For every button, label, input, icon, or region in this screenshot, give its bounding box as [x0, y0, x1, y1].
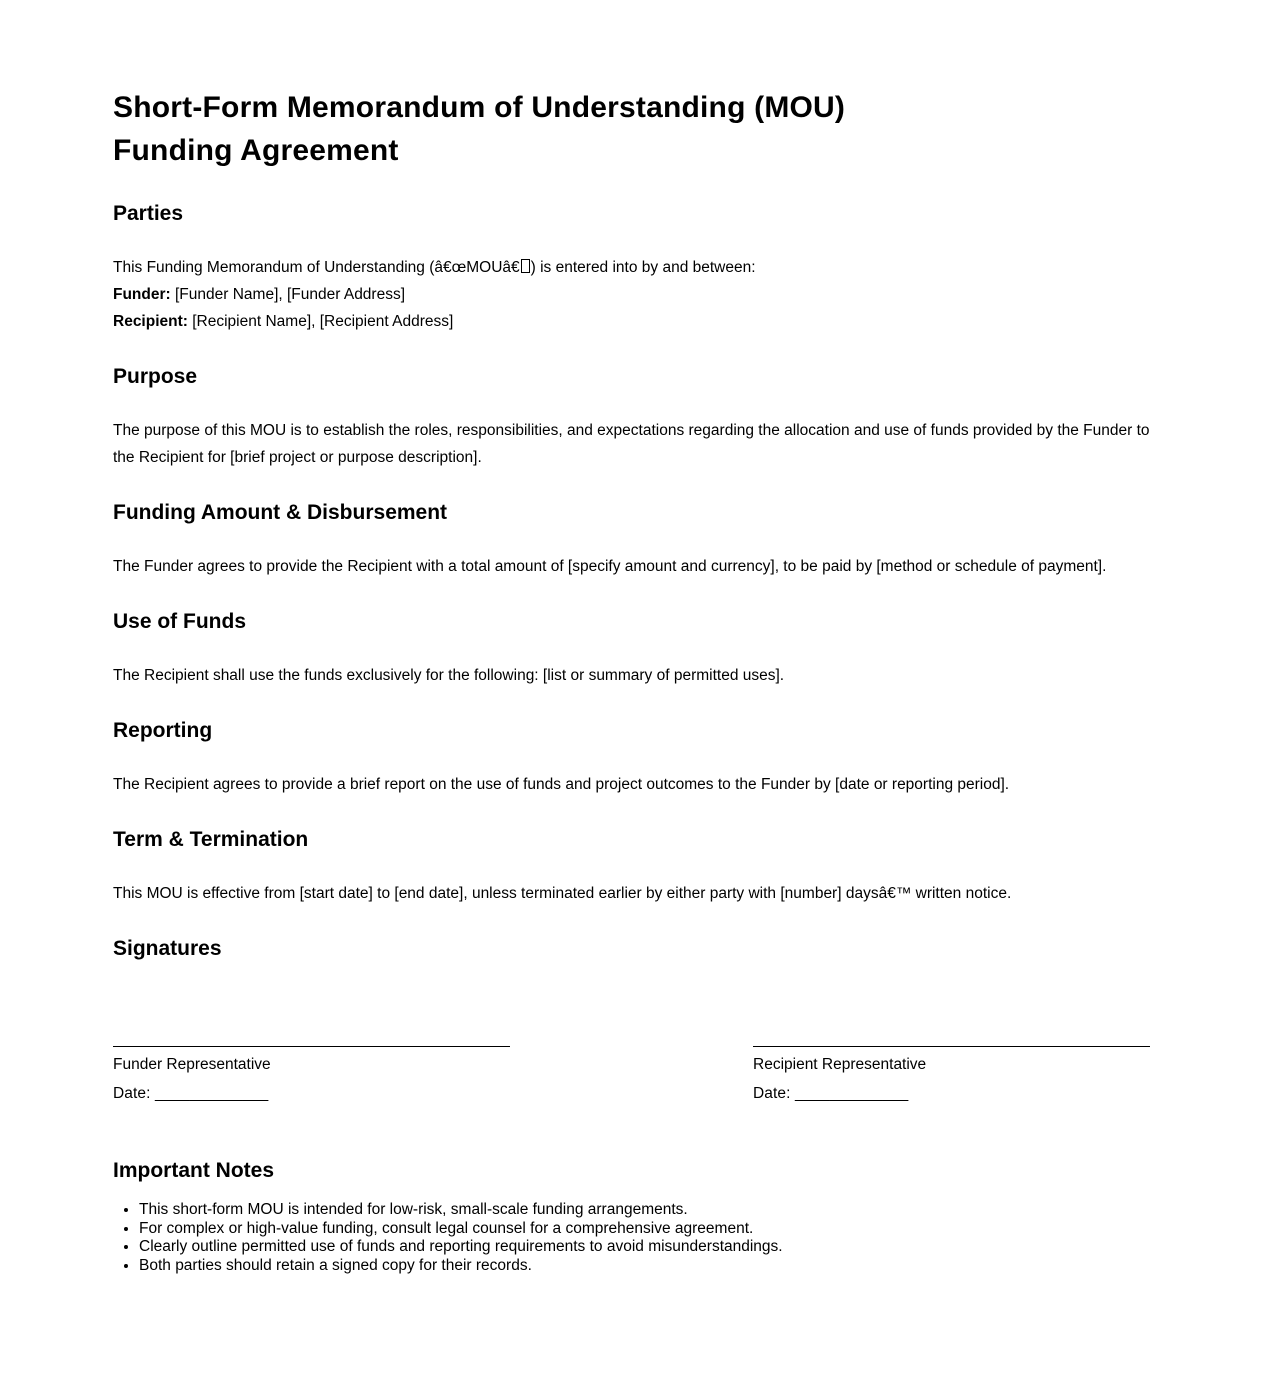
funder-signature-role: Funder Representative	[113, 1056, 271, 1073]
section-heading-purpose: Purpose	[113, 365, 198, 388]
recipient-date-line	[753, 1084, 1150, 1104]
section-heading-important-notes: Important Notes	[113, 1159, 275, 1182]
recipient-signature-role: Recipient Representative	[753, 1056, 927, 1073]
parties-intro-before: This Funding Memorandum of Understanding (â€œMOUâ€	[113, 259, 520, 276]
section-heading-term: Term & Termination	[113, 828, 309, 851]
note-item: • Clearly outline permitted use of funds and reporting requirements to avoid misunderstandings.	[139, 1238, 1150, 1257]
reporting-paragraph: The Recipient agrees to provide a brief report on the use of funds and project outcomes to the Funder by [date or reporting period].	[113, 776, 1010, 793]
funder-value: [Funder Name], [Funder Address]	[170, 286, 406, 303]
section-heading-parties: Parties	[113, 202, 184, 225]
section-heading-funding: Funding Amount & Disbursement	[113, 501, 448, 524]
funder-label: Funder:	[113, 286, 171, 303]
funding-paragraph: The Funder agrees to provide the Recipient with a total amount of [specify amount and currency], to be paid by [method or schedule of payment].	[113, 558, 1107, 575]
funder-signature-line	[113, 1046, 510, 1047]
funder-date-line	[113, 1084, 510, 1104]
use-of-funds-paragraph: The Recipient shall use the funds exclusively for the following: [list or summary of permitted uses].	[113, 667, 785, 684]
recipient-value: [Recipient Name], [Recipient Address]	[187, 313, 454, 330]
signature-block	[113, 1046, 1150, 1104]
note-item: • For complex or high-value funding, consult legal counsel for a comprehensive agreement.	[139, 1220, 1150, 1239]
parties-recipient-line	[113, 308, 1150, 335]
recipient-signature-line	[753, 1046, 1150, 1047]
missing-glyph-box	[521, 259, 530, 273]
term-paragraph: This MOU is effective from [start date] to [end date], unless terminated earlier by either party with [number] daysâ€™ written notice.	[113, 885, 1012, 902]
note-item: • Both parties should retain a signed copy for their records.	[139, 1257, 1150, 1276]
funder-signature-column	[113, 1046, 510, 1104]
note-item: • This short-form MOU is intended for low-risk, small-scale funding arrangements.	[139, 1201, 1150, 1220]
recipient-date-blank: _____________	[794, 1085, 909, 1102]
section-heading-reporting: Reporting	[113, 719, 213, 742]
parties-paragraph	[113, 254, 1150, 335]
parties-funder-line	[113, 281, 1150, 308]
section-heading-use-of-funds: Use of Funds	[113, 610, 247, 633]
recipient-signature-column	[753, 1046, 1150, 1104]
important-notes-list	[113, 1201, 1150, 1275]
recipient-label: Recipient:	[113, 313, 188, 330]
document-title-line1: Short-Form Memorandum of Understanding (MOU)	[113, 91, 846, 124]
document-title-line2: Funding Agreement	[113, 134, 399, 167]
purpose-paragraph: The purpose of this MOU is to establish the roles, responsibilities, and expectations regarding the allocation and use of funds provided by the Funder to the Recipient for [brief project or purpose description].	[113, 422, 1150, 466]
funder-date-blank: _____________	[154, 1085, 269, 1102]
parties-intro-line	[113, 254, 1150, 281]
document-title	[113, 86, 1150, 172]
funder-date-label: Date:	[113, 1085, 151, 1102]
recipient-date-label: Date:	[753, 1085, 791, 1102]
parties-intro-after: ) is entered into by and between:	[530, 259, 756, 276]
section-heading-signatures: Signatures	[113, 937, 222, 960]
